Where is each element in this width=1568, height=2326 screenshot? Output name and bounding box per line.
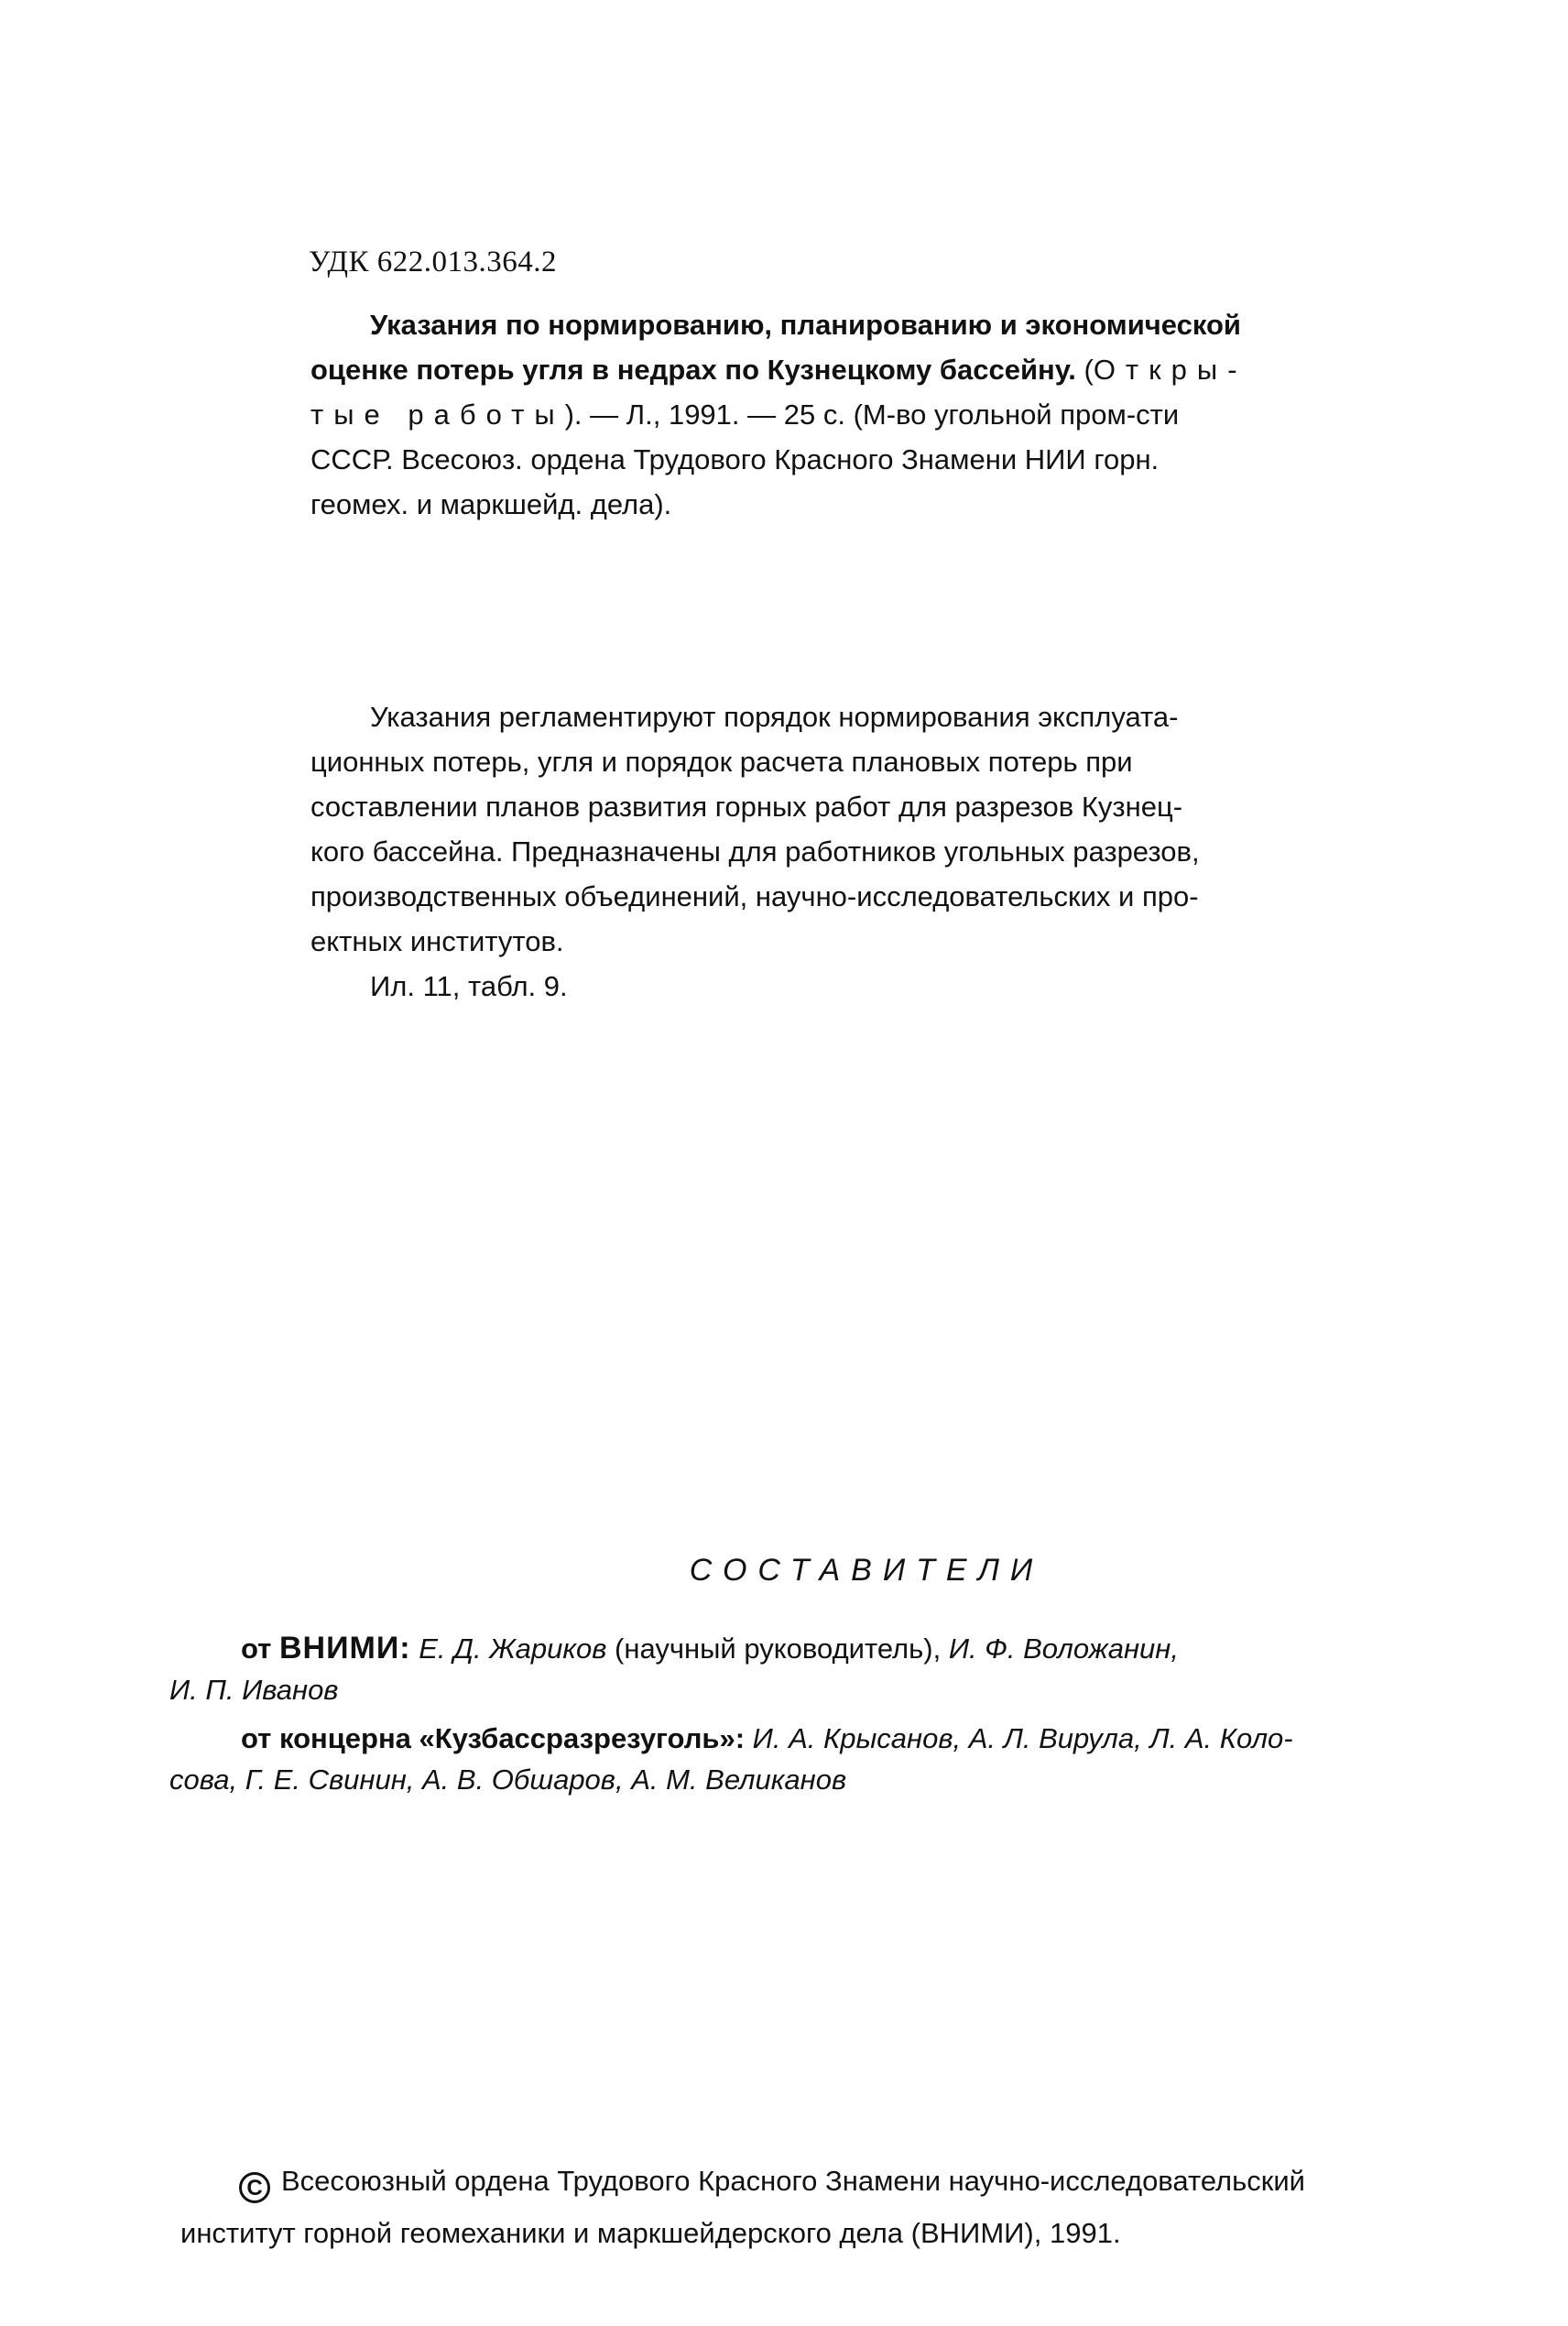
compilers-line	[241, 1628, 1415, 1669]
biblio-paren-open: (	[1083, 354, 1094, 386]
annotation-line: производственных объединений, научно-исследовательских и про-	[310, 880, 1199, 912]
annotation-line: кого бассейна. Предназначены для работников угольных разрезов,	[310, 835, 1200, 868]
copyright-line-2: институт горной геомеханики и маркшейдерского дела (ВНИМИ), 1991.	[180, 2217, 1121, 2249]
annotation-line: ционных потерь, угля и порядок расчета плановых потерь при	[310, 746, 1133, 778]
biblio-line-3	[310, 392, 1286, 437]
copyright-icon: C	[239, 2172, 270, 2203]
biblio-line-1	[370, 302, 1286, 347]
copyright-notice	[180, 2155, 1426, 2259]
compiler-name: Е. Д. Жариков	[419, 1633, 607, 1665]
annotation-line: Указания регламентируют порядок нормирования эксплуата-	[370, 701, 1179, 733]
biblio-title-part-1: Указания по нормированию, планированию и экономической	[370, 309, 1241, 341]
biblio-line-5: геомех. и маркшейд. дела).	[310, 488, 672, 520]
compilers-line	[241, 1718, 1415, 1759]
biblio-publication-info: ). — Л., 1991. — 25 с. (М-во угольной пром-сти	[564, 399, 1180, 431]
biblio-series-part-2: тые работы	[310, 399, 565, 431]
compilers-list	[169, 1628, 1415, 1807]
biblio-line-4: СССР. Всесоюз. ордена Трудового Красного Знамени НИИ горн.	[310, 443, 1160, 475]
biblio-series-part-1: Откры-	[1093, 354, 1247, 386]
org-name-kuzbass: от концерна «Кузбассразрезуголь»:	[241, 1722, 746, 1754]
biblio-title-part-2: оценке потерь угля в недрах по Кузнецкому бассейну.	[310, 354, 1076, 386]
compilers-line: сова, Г. Е. Свинин, А. В. Обшаров, А. М. Великанов	[169, 1764, 847, 1796]
annotation	[310, 694, 1286, 1009]
compilers-line: И. П. Иванов	[169, 1674, 339, 1706]
org-prefix: от	[241, 1633, 272, 1665]
biblio-line-2	[310, 347, 1286, 392]
compilers-group-vnimi	[169, 1628, 1415, 1710]
copyright-line-1	[239, 2155, 1426, 2207]
udk-code: УДК 622.013.364.2	[309, 246, 558, 278]
annotation-line: составлении планов развития горных работ для разрезов Кузнец-	[310, 791, 1183, 823]
compilers-heading: СОСТАВИТЕЛИ	[689, 1553, 1044, 1588]
compiler-role: (научный руководитель),	[615, 1633, 942, 1665]
org-name-vnimi: ВНИМИ:	[278, 1631, 411, 1665]
bibliographic-description	[310, 302, 1286, 527]
compiler-name: И. Ф. Воложанин,	[948, 1633, 1179, 1665]
copyright-text-1: Всесоюзный ордена Трудового Красного Знамени научно-исследовательский	[281, 2165, 1305, 2197]
compilers-group-kuzbass	[169, 1718, 1415, 1800]
illustrations-count: Ил. 11, табл. 9.	[370, 970, 568, 1002]
annotation-line: ектных институтов.	[310, 925, 564, 957]
compiler-names: И. А. Крысанов, А. Л. Вирула, Л. А. Коло-	[752, 1722, 1293, 1754]
